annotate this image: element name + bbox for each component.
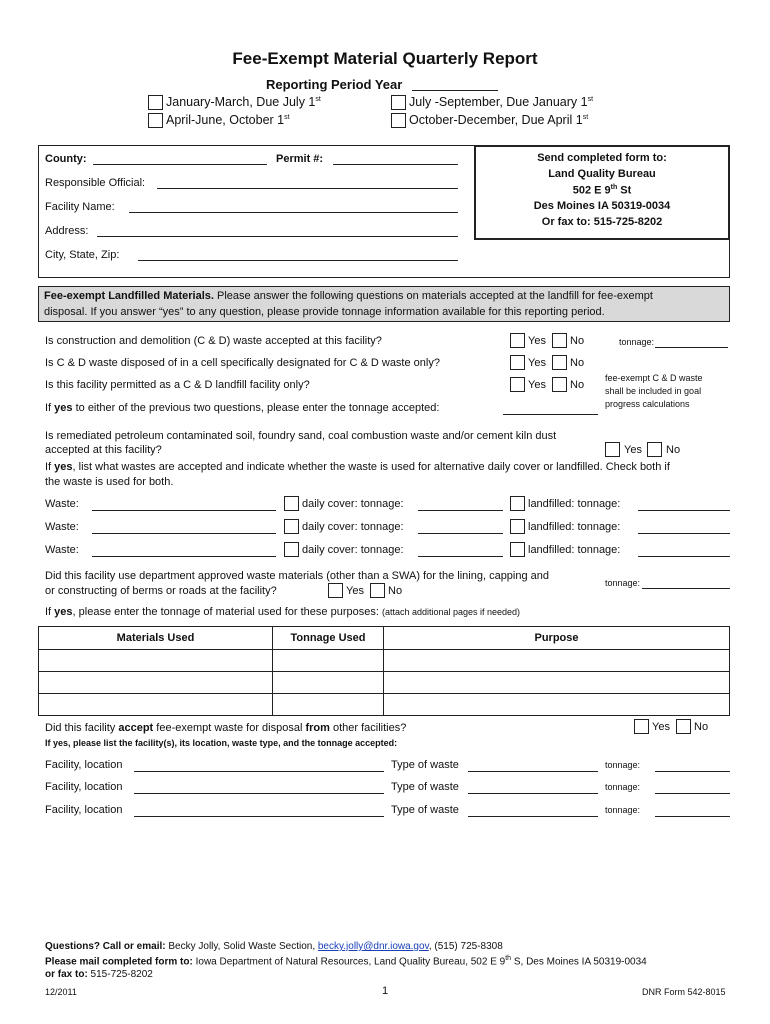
- cd1-no-label: No: [570, 335, 585, 347]
- facility-location-label-1: Facility, location: [45, 759, 123, 771]
- city-field[interactable]: [138, 260, 458, 261]
- landfilled-checkbox-2[interactable]: [510, 519, 525, 534]
- q3-label: July -September, Due January 1st: [409, 95, 594, 109]
- materials-table: [38, 626, 730, 716]
- banner-line-2: disposal. If you answer “yes” to any question, please provide tonnage information available for this reporting period.: [44, 306, 605, 318]
- dept-question-line-2: or constructing of berms or roads at the facility?: [45, 585, 277, 597]
- cd-accepted-tonnage-field[interactable]: [503, 414, 598, 415]
- facility-location-field-1[interactable]: [134, 771, 384, 772]
- remediated-no-label: No: [666, 444, 681, 456]
- city-label: City, State, Zip:: [45, 249, 120, 261]
- landfilled-checkbox-1[interactable]: [510, 496, 525, 511]
- send-line-1: Send completed form to:: [537, 152, 667, 164]
- cd-note-line-2: shall be included in goal: [605, 386, 702, 396]
- waste-field-3[interactable]: [92, 556, 276, 557]
- landfilled-label-3: landfilled: tonnage:: [528, 544, 621, 556]
- official-field[interactable]: [157, 188, 458, 189]
- cd2-no-checkbox[interactable]: [552, 355, 567, 370]
- waste-label-1: Waste:: [45, 498, 79, 510]
- page-title: Fee-Exempt Material Quarterly Report: [232, 49, 538, 68]
- col-materials-used: Materials Used: [39, 627, 273, 650]
- dept-no-checkbox[interactable]: [370, 583, 385, 598]
- daily-cover-label-3: daily cover: tonnage:: [302, 544, 404, 556]
- facility-tonnage-field-2[interactable]: [655, 793, 730, 794]
- landfilled-checkbox-3[interactable]: [510, 542, 525, 557]
- cd-question-2: Is C & D waste disposed of in a cell specifically designated for C & D waste only?: [45, 357, 440, 369]
- col-tonnage-used: Tonnage Used: [273, 627, 384, 650]
- cd-tonnage-field[interactable]: [655, 347, 728, 348]
- facility-tonnage-field-1[interactable]: [655, 771, 730, 772]
- type-of-waste-field-1[interactable]: [468, 771, 598, 772]
- cd-tonnage-label: tonnage:: [619, 337, 655, 347]
- accept-instructions: If yes, please list the facility(s), its location, waste type, and the tonnage accepted:: [45, 738, 398, 748]
- facility-tonnage-label-1: tonnage:: [605, 760, 641, 770]
- landfilled-tonnage-1[interactable]: [638, 510, 730, 511]
- remediated-instructions-1: If yes, list what wastes are accepted and indicate whether the waste is used for alternative daily cover or landfilled. Check both if: [45, 461, 670, 473]
- table-cell[interactable]: [384, 650, 730, 672]
- cd-question-3: Is this facility permitted as a C & D landfill facility only?: [45, 379, 310, 391]
- cd1-yes-checkbox[interactable]: [510, 333, 525, 348]
- cd3-yes-checkbox[interactable]: [510, 377, 525, 392]
- landfilled-tonnage-3[interactable]: [638, 556, 730, 557]
- dept-instructions: If yes, please enter the tonnage of material used for these purposes: (attach additional pages if needed): [45, 606, 521, 618]
- daily-cover-tonnage-2[interactable]: [418, 533, 503, 534]
- table-cell[interactable]: [384, 694, 730, 716]
- q1-label: January-March, Due July 1st: [166, 95, 321, 109]
- q2-label: April-June, October 1st: [166, 113, 290, 127]
- remediated-question-line-2: accepted at this facility?: [45, 444, 162, 456]
- table-cell[interactable]: [273, 672, 384, 694]
- cd3-no-label: No: [570, 379, 585, 391]
- send-line-4: Des Moines IA 50319-0034: [533, 200, 671, 212]
- facility-tonnage-field-3[interactable]: [655, 816, 730, 817]
- accept-yes-label: Yes: [652, 721, 670, 733]
- remediated-question-line-1: Is remediated petroleum contaminated soil, foundry sand, coal combustion waste and/or cement kiln dust: [45, 430, 557, 442]
- footer-date: 12/2011: [45, 987, 77, 997]
- daily-cover-checkbox-2[interactable]: [284, 519, 299, 534]
- remediated-yes-checkbox[interactable]: [605, 442, 620, 457]
- contact-email-link[interactable]: becky.jolly@dnr.iowa.gov: [317, 941, 429, 952]
- waste-label-3: Waste:: [45, 544, 79, 556]
- type-of-waste-field-3[interactable]: [468, 816, 598, 817]
- q3-checkbox[interactable]: [391, 95, 406, 110]
- daily-cover-tonnage-1[interactable]: [418, 510, 503, 511]
- dept-tonnage-field[interactable]: [642, 588, 730, 589]
- cd2-yes-label: Yes: [528, 357, 546, 369]
- accept-yes-checkbox[interactable]: [634, 719, 649, 734]
- permit-label: Permit #:: [276, 153, 324, 165]
- daily-cover-checkbox-1[interactable]: [284, 496, 299, 511]
- table-cell[interactable]: [273, 694, 384, 716]
- accept-no-checkbox[interactable]: [676, 719, 691, 734]
- type-of-waste-field-2[interactable]: [468, 793, 598, 794]
- cd2-no-label: No: [570, 357, 585, 369]
- cd2-yes-checkbox[interactable]: [510, 355, 525, 370]
- cd-question-4: If yes to either of the previous two questions, please enter the tonnage accepted:: [45, 402, 440, 414]
- table-cell[interactable]: [273, 650, 384, 672]
- cd3-yes-label: Yes: [528, 379, 546, 391]
- table-cell[interactable]: [39, 672, 273, 694]
- type-of-waste-label-2: Type of waste: [391, 781, 459, 793]
- footer-mail: Please mail completed form to: Iowa Department of Natural Resources, Land Quality Bureau, 502 E 9th S, Des Moines IA 50319-0034: [45, 955, 647, 968]
- landfilled-tonnage-2[interactable]: [638, 533, 730, 534]
- facility-location-label-2: Facility, location: [45, 781, 123, 793]
- page-number: 1: [382, 985, 389, 997]
- remediated-yes-label: Yes: [624, 444, 642, 456]
- type-of-waste-label-1: Type of waste: [391, 759, 459, 771]
- permit-field[interactable]: [333, 164, 458, 165]
- facility-tonnage-label-3: tonnage:: [605, 805, 641, 815]
- table-cell[interactable]: [39, 650, 273, 672]
- q4-label: October-December, Due April 1st: [409, 113, 589, 127]
- official-label: Responsible Official:: [45, 177, 146, 189]
- landfilled-label-2: landfilled: tonnage:: [528, 521, 621, 533]
- reporting-year-field[interactable]: [412, 90, 498, 91]
- cd1-yes-label: Yes: [528, 335, 546, 347]
- col-purpose: Purpose: [384, 627, 730, 650]
- remediated-no-checkbox[interactable]: [647, 442, 662, 457]
- q2-checkbox[interactable]: [148, 113, 163, 128]
- remediated-instructions-2: the waste is used for both.: [45, 476, 174, 488]
- dept-question-line-1: Did this facility use department approved waste materials (other than a SWA) for the lining, capping and: [45, 570, 550, 582]
- county-field[interactable]: [93, 164, 267, 165]
- table-row: [39, 650, 730, 672]
- table-row: [39, 694, 730, 716]
- cd1-no-checkbox[interactable]: [552, 333, 567, 348]
- dept-yes-label: Yes: [346, 585, 364, 597]
- send-line-2: Land Quality Bureau: [548, 168, 656, 180]
- dept-tonnage-label: tonnage:: [605, 578, 641, 588]
- cd-note-line-3: progress calculations: [605, 399, 690, 409]
- footer-questions: Questions? Call or email: Becky Jolly, Solid Waste Section, becky.jolly@dnr.iowa.gov, (515) 725-8308: [45, 941, 503, 952]
- facility-location-field-3[interactable]: [134, 816, 384, 817]
- county-label: County:: [45, 153, 87, 165]
- facility-name-field[interactable]: [129, 212, 458, 213]
- facility-name-label: Facility Name:: [45, 201, 115, 213]
- type-of-waste-label-3: Type of waste: [391, 804, 459, 816]
- q1-checkbox[interactable]: [148, 95, 163, 110]
- send-line-3: 502 E 9th St: [572, 184, 632, 197]
- daily-cover-label-2: daily cover: tonnage:: [302, 521, 404, 533]
- table-row: [39, 672, 730, 694]
- dept-no-label: No: [388, 585, 403, 597]
- table-cell[interactable]: [39, 694, 273, 716]
- facility-location-field-2[interactable]: [134, 793, 384, 794]
- address-field[interactable]: [97, 236, 458, 237]
- daily-cover-tonnage-3[interactable]: [418, 556, 503, 557]
- waste-label-2: Waste:: [45, 521, 79, 533]
- cd-question-1: Is construction and demolition (C & D) waste accepted at this facility?: [45, 335, 382, 347]
- dept-yes-checkbox[interactable]: [328, 583, 343, 598]
- waste-field-2[interactable]: [92, 533, 276, 534]
- table-cell[interactable]: [384, 672, 730, 694]
- accept-question: Did this facility accept fee-exempt waste for disposal from other facilities?: [45, 722, 407, 734]
- footer-fax: or fax to: 515-725-8202: [45, 969, 153, 980]
- form-number: DNR Form 542-8015: [642, 987, 726, 997]
- daily-cover-label-1: daily cover: tonnage:: [302, 498, 404, 510]
- waste-field-1[interactable]: [92, 510, 276, 511]
- facility-tonnage-label-2: tonnage:: [605, 782, 641, 792]
- facility-location-label-3: Facility, location: [45, 804, 123, 816]
- accept-no-label: No: [694, 721, 709, 733]
- cd-note-line-1: fee-exempt C & D waste: [605, 373, 703, 383]
- send-line-5: Or fax to: 515-725-8202: [541, 216, 663, 228]
- banner-line-1: Fee-exempt Landfilled Materials. Please answer the following questions on materials accepted at the landfill for fee-exempt: [44, 290, 653, 302]
- landfilled-label-1: landfilled: tonnage:: [528, 498, 621, 510]
- reporting-period-label: Reporting Period Year: [266, 77, 403, 92]
- address-label: Address:: [45, 225, 89, 237]
- q4-checkbox[interactable]: [391, 113, 406, 128]
- daily-cover-checkbox-3[interactable]: [284, 542, 299, 557]
- cd3-no-checkbox[interactable]: [552, 377, 567, 392]
